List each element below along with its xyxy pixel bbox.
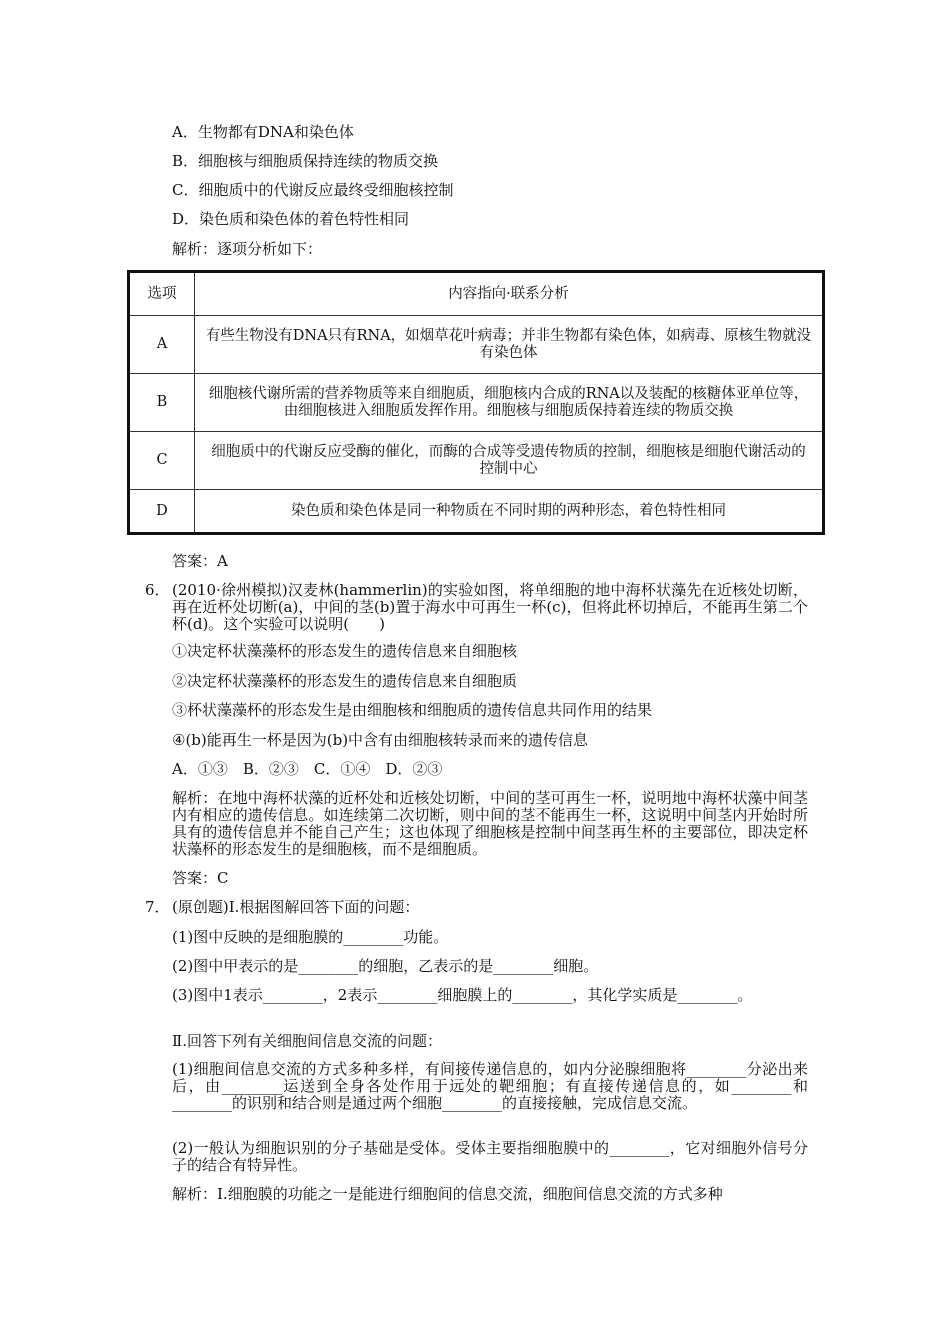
table-cell-content: 染色质和染色体是同一种物质在不同时期的两种形态，着色特性相同 <box>195 490 824 534</box>
q7-number: 7． <box>145 898 170 916</box>
q6-statement-4: ④(b)能再生一杯是因为(b)中含有由细胞核转录而来的遗传信息 <box>172 731 589 749</box>
q5-analysis-intro: 解析：逐项分析如下： <box>172 240 323 258</box>
q7-part2-title: Ⅱ.回答下列有关细胞间信息交流的问题： <box>172 1032 442 1050</box>
q6-statement-2: ②决定杯状藻藻杯的形态发生的遗传信息来自细胞质 <box>172 672 518 690</box>
table-row <box>129 490 824 534</box>
table-header-row <box>129 272 824 316</box>
q7-part2-item-1: (1)细胞间信息交流的方式多种多样，有间接传递信息的，如内分泌腺细胞将________分泌出来后，由________运送到全身各处作用于远处的靶细胞；有直接传递信息的，如________和________的识别和结合则是通过两个细胞________的直接接触，完成信息交流。 <box>172 1060 808 1112</box>
table-row <box>129 432 824 490</box>
q7-part1-item-2: (2)图中甲表示的是________的细胞，乙表示的是________细胞。 <box>172 957 599 975</box>
q5-option-d: D．染色质和染色体的着色特性相同 <box>172 210 410 228</box>
q6-statement-1: ①决定杯状藻藻杯的形态发生的遗传信息来自细胞核 <box>172 642 518 660</box>
q5-option-a: A．生物都有DNA和染色体 <box>172 123 354 141</box>
q6-number: 6． <box>145 581 170 599</box>
table-cell-option: D <box>129 490 195 534</box>
table-cell-content: 有些生物没有DNA只有RNA，如烟草花叶病毒；并非生物都有染色体，如病毒、原核生物就没有染色体 <box>195 316 824 374</box>
q5-answer: 答案：A <box>172 552 228 570</box>
table-cell-option: B <box>129 374 195 432</box>
q6-analysis: 解析：在地中海杯状藻的近杯处和近核处切断，中间的茎可再生一杯，说明地中海杯状藻中间茎内有相应的遗传信息。如连续第二次切断，则中间的茎不能再生一杯，这说明中间茎内开始时所具有的遗传信息并不能自己产生；这也体现了细胞核是控制中间茎再生杯的主要部位，即决定杯状藻杯的形态发生的是细胞核，而不是细胞质。 <box>172 789 808 858</box>
analysis-table <box>127 270 825 535</box>
table-header-option: 选项 <box>129 272 195 316</box>
q5-option-c: C．细胞质中的代谢反应最终受细胞核控制 <box>172 181 454 199</box>
q7-part1-title: (原创题)Ⅰ.根据图解回答下面的问题： <box>172 898 420 916</box>
table-cell-option: C <box>129 432 195 490</box>
q5-option-b: B．细胞核与细胞质保持连续的物质交换 <box>172 152 439 170</box>
table-row <box>129 316 824 374</box>
table-cell-content: 细胞核代谢所需的营养物质等来自细胞质，细胞核内合成的RNA以及装配的核糖体亚单位等，由细胞核进入细胞质发挥作用。细胞核与细胞质保持着连续的物质交换 <box>195 374 824 432</box>
q7-analysis: 解析：Ⅰ.细胞膜的功能之一是能进行细胞间的信息交流，细胞间信息交流的方式多种 <box>172 1185 723 1203</box>
q7-part1-item-3: (3)图中1表示________，2表示________细胞膜上的________，其化学实质是________。 <box>172 986 753 1004</box>
q7-part2-item-2: (2)一般认为细胞识别的分子基础是受体。受体主要指细胞膜中的________，它对细胞外信号分子的结合有特异性。 <box>172 1139 808 1174</box>
table-row <box>129 374 824 432</box>
table-cell-content: 细胞质中的代谢反应受酶的催化，而酶的合成等受遗传物质的控制，细胞核是细胞代谢活动的控制中心 <box>195 432 824 490</box>
q6-choices: A．①③ B．②③ C．①④ D．②③ <box>172 760 443 778</box>
q6-stem: (2010·徐州模拟)汉麦林(hammerlin)的实验如图，将单细胞的地中海杯状藻先在近核处切断，再在近杯处切断(a)，中间的茎(b)置于海水中可再生一杯(c)，但将此杯切掉后，不能再生第二个杯(d)。这个实验可以说明( ) <box>172 581 808 633</box>
q6-statement-3: ③杯状藻藻杯的形态发生是由细胞核和细胞质的遗传信息共同作用的结果 <box>172 701 653 719</box>
q7-part1-item-1: (1)图中反映的是细胞膜的________功能。 <box>172 928 449 946</box>
q6-answer: 答案：C <box>172 869 229 887</box>
table-cell-option: A <box>129 316 195 374</box>
table-header-content: 内容指向·联系分析 <box>195 272 824 316</box>
